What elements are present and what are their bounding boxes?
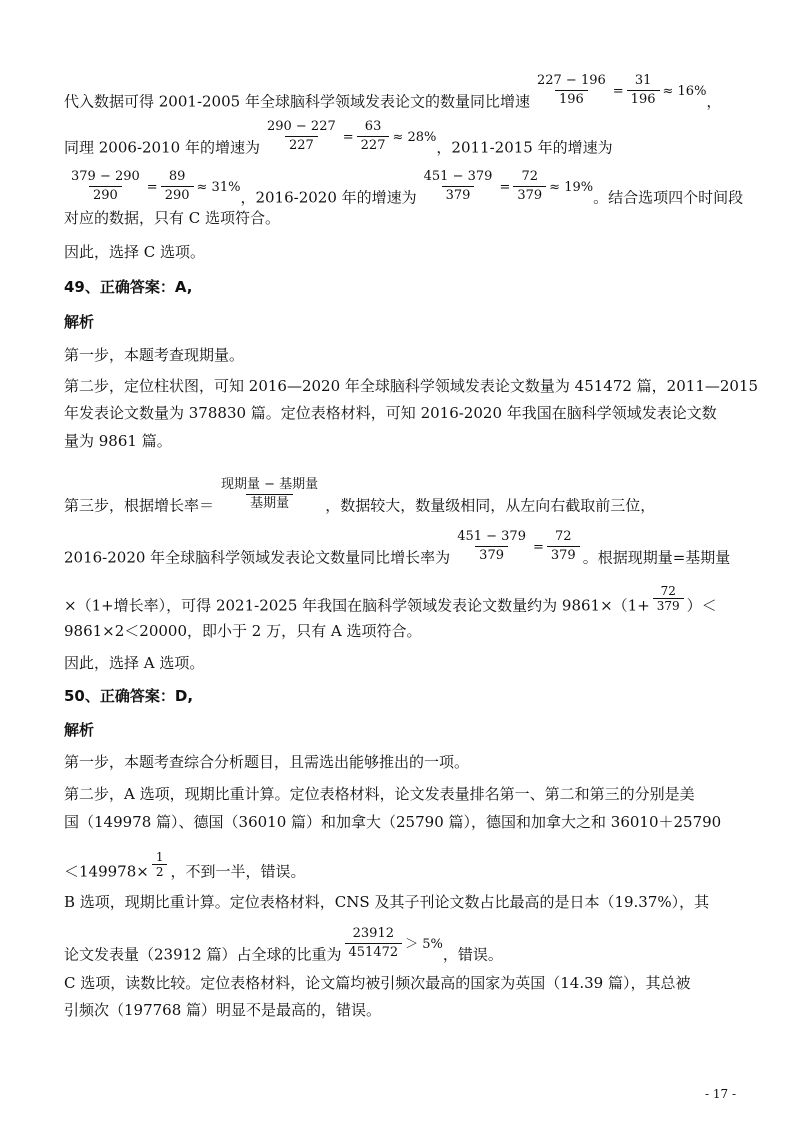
line-11: 量为 9861 篇。 [64,432,172,450]
line-4: 对应的数据，只有 C 选项符合。 [64,209,281,227]
denominator: 379 [547,546,580,565]
text-segment: 第三步，根据增长率＝ [64,496,215,515]
approx-value: ≈ 16% [662,83,707,99]
equals-sign: = [532,539,544,555]
approx-value: ≈ 28% [392,129,437,145]
equals-sign: = [146,179,158,195]
numerator: 72 [521,169,539,184]
numerator: 31 [634,73,652,88]
numerator: 379 − 290 [71,169,140,184]
line-19: 第一步，本题考查综合分析题目，且需选出能够推出的一项。 [64,753,470,771]
text-segment: ，2011-2015 年的增速为 [436,138,613,157]
fraction [513,168,546,205]
denominator: 379 [653,598,684,613]
text-segment: 2016-2020 年全球脑科学领域发表论文数量同比增长率为 [64,548,451,567]
approx-value: ≈ 19% [549,179,594,195]
line-1 [64,73,722,121]
numerator: 63 [364,119,382,134]
fraction [453,528,530,565]
fraction [152,850,168,879]
denominator: 2 [152,864,168,879]
numerator: 现期量 − 基期量 [221,477,319,492]
fraction [161,168,194,205]
text-segment: ， [706,92,722,111]
line-9: 第二步，定位柱状图，可知 2016—2020 年全球脑科学领域发表论文数量为 451472 篇，2011—2015 [64,377,759,395]
denominator: 227 [285,136,318,155]
line-5: 因此，选择 C 选项。 [64,243,206,261]
denominator: 379 [442,186,475,205]
text-segment: ，错误。 [442,945,503,964]
text-segment: 同理 2006-2010 年的增速为 [64,138,260,157]
denominator: 379 [513,186,546,205]
analysis-50-heading: 解析 [64,721,95,739]
line-20: 第二步，A 选项，现期比重计算。定位表格材料，论文发表量排名第一、第二和第三的分别是美 [64,785,695,803]
denominator: 290 [161,186,194,205]
text-segment: ，数据较大，数量级相同，从左向右截取前三位， [325,496,656,515]
denominator: 196 [627,90,660,109]
fraction [345,925,403,962]
text-segment: ×（1+增长率），可得 2021-2025 年我国在脑科学领域发表论文数量约为 9861×（1+ [64,596,650,615]
line-13 [64,529,731,577]
line-2 [64,119,613,167]
text-segment: 论文发表量（23912 篇）占全球的比重为 [64,945,342,964]
answer-50-heading: 50、正确答案：D, [64,687,194,705]
numerator: 451 − 379 [457,529,526,544]
numerator: 1 [155,850,164,864]
fraction [420,168,497,205]
line-15: 9861×2＜20000，即小于 2 万，只有 A 选项符合。 [64,622,422,640]
text-segment: ）＜ [686,596,717,615]
fraction [217,476,322,513]
page-number: - 17 - [704,1087,736,1101]
text-segment: ＜149978× [64,862,149,881]
numerator: 451 − 379 [423,169,493,184]
line-12 [64,477,656,525]
numerator: 290 − 227 [266,119,336,134]
denominator: 基期量 [246,494,293,513]
text-segment: 。根据现期量=基期量 [582,548,731,567]
fraction [533,72,610,109]
line-21: 国（149978 篇）、德国（36010 篇）和加拿大（25790 篇），德国和加拿大之和 36010＋25790 [64,813,722,831]
denominator: 290 [89,186,122,205]
text-segment: ，2016-2020 年的增速为 [240,188,417,207]
numerator: 72 [555,529,572,544]
fraction [357,118,390,155]
fraction [67,168,144,205]
denominator: 227 [357,136,390,155]
analysis-49-heading: 解析 [64,313,95,331]
line-26: 引频次（197768 篇）明显不是最高的，错误。 [64,1001,382,1019]
equals-sign: = [612,83,624,99]
approx-value: ≈ 31% [196,179,241,195]
answer-49-heading: 49、正确答案：A, [64,278,193,296]
numerator: 72 [660,584,676,598]
line-16: 因此，选择 A 选项。 [64,654,205,672]
text-segment: ，不到一半，错误。 [170,862,306,881]
comparison: ＞ 5% [405,936,443,952]
denominator: 196 [555,90,588,109]
fraction [627,72,660,109]
text-segment: 。结合选项四个时间段 [593,188,744,207]
line-25: C 选项，读数比较。定位表格材料，论文篇均被引频次最高的国家为英国（14.39 篇），其总被 [64,974,691,992]
equals-sign: = [499,179,511,195]
line-10: 年发表论文数量为 378830 篇。定位表格材料，可知 2016-2020 年我国在脑科学领域发表论文数 [64,404,717,422]
fraction [263,118,340,155]
equals-sign: = [342,129,354,145]
line-23: B 选项，现期比重计算。定位表格材料，CNS 及其子刊论文数占比最高的是日本（19.37%），其 [64,893,710,911]
denominator: 379 [475,546,508,565]
fraction [653,584,684,613]
denominator: 451472 [345,943,403,962]
line-8: 第一步，本题考查现期量。 [64,346,245,364]
line-14 [64,584,717,621]
line-24 [64,926,503,974]
fraction [547,528,580,565]
text-segment: 代入数据可得 2001-2005 年全球脑科学领域发表论文的数量同比增速 [64,92,530,111]
line-22 [64,850,306,887]
numerator: 227 − 196 [536,73,606,88]
numerator: 23912 [352,926,394,941]
numerator: 89 [168,169,186,184]
